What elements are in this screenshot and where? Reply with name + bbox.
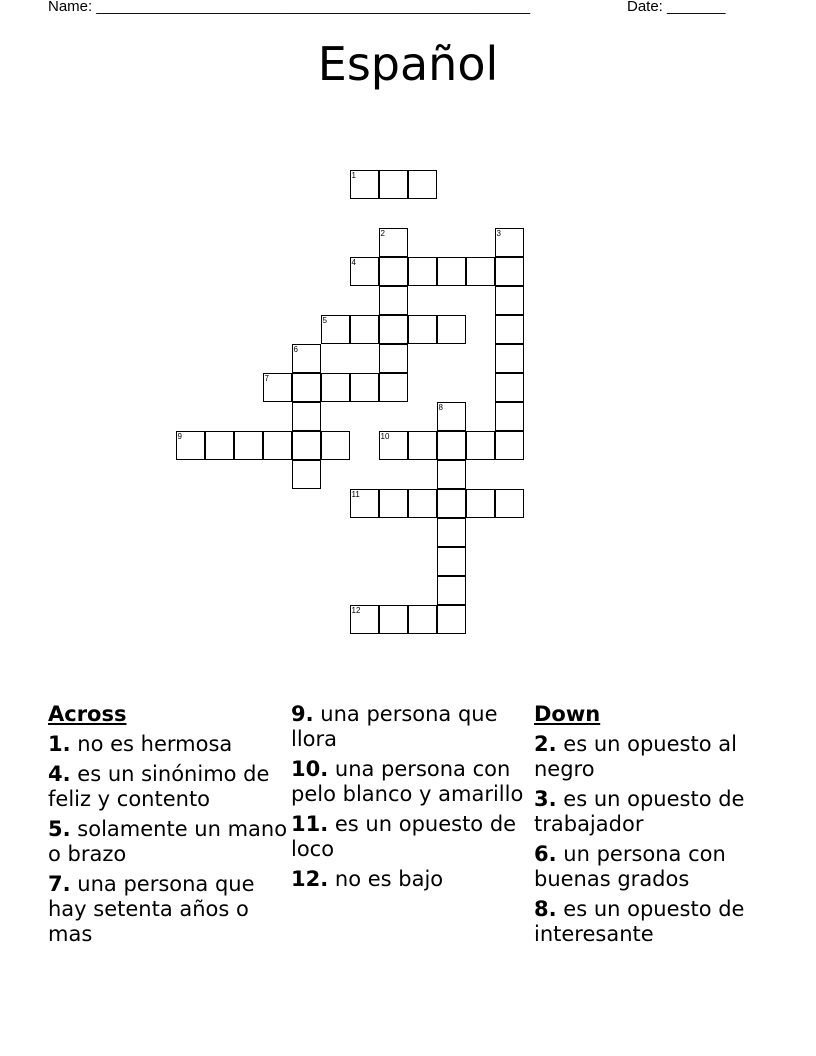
clue-text: no es bajo: [334, 867, 444, 891]
grid-cell[interactable]: [466, 431, 495, 460]
grid-cell[interactable]: [495, 344, 524, 373]
grid-cell[interactable]: [495, 315, 524, 344]
clue-number: 10.: [291, 757, 329, 781]
down-clue-8: [534, 897, 774, 947]
grid-cell[interactable]: [437, 315, 466, 344]
clue-number: 2.: [534, 732, 557, 756]
clue-number: 1.: [48, 732, 71, 756]
cell-number: 8: [438, 402, 443, 412]
grid-cell[interactable]: [292, 344, 321, 373]
grid-cell[interactable]: [495, 257, 524, 286]
clue-text: una persona que llora: [291, 702, 498, 751]
across-clue-7: [48, 872, 288, 947]
clue-text: no es hermosa: [77, 732, 233, 756]
grid-cell[interactable]: [350, 257, 379, 286]
cell-number: 2: [380, 228, 385, 238]
cell-number: 9: [177, 431, 182, 441]
cell-number: 1: [351, 170, 356, 180]
grid-cell[interactable]: [379, 431, 408, 460]
cell-number: 3: [496, 228, 501, 238]
clue-number: 6.: [534, 842, 557, 866]
grid-cell[interactable]: [437, 489, 466, 518]
grid-cell[interactable]: [292, 431, 321, 460]
grid-cell[interactable]: [292, 373, 321, 402]
clue-number: 5.: [48, 817, 71, 841]
grid-cell[interactable]: [466, 489, 495, 518]
clue-text: una persona que hay setenta años o mas: [48, 872, 255, 946]
grid-cell[interactable]: [350, 170, 379, 199]
down-heading: Down: [534, 702, 601, 726]
across-clue-12: [291, 867, 531, 892]
clue-text: es un opuesto de trabajador: [534, 787, 745, 836]
clue-number: 4.: [48, 762, 71, 786]
grid-cell[interactable]: [263, 431, 292, 460]
grid-cell[interactable]: [437, 576, 466, 605]
grid-cell[interactable]: [495, 402, 524, 431]
grid-cell[interactable]: [437, 460, 466, 489]
grid-cell[interactable]: [437, 257, 466, 286]
grid-cell[interactable]: [437, 431, 466, 460]
grid-cell[interactable]: [408, 170, 437, 199]
grid-cell[interactable]: [234, 431, 263, 460]
across-clue-10: [291, 757, 531, 807]
grid-cell[interactable]: [437, 547, 466, 576]
page-title: Español: [317, 37, 499, 91]
grid-cell[interactable]: [176, 431, 205, 460]
clue-text: solamente un mano o brazo: [48, 817, 288, 866]
clue-text: un persona con buenas grados: [534, 842, 726, 891]
clue-text: es un opuesto de interesante: [534, 897, 745, 946]
down-clue-6: [534, 842, 774, 892]
grid-cell[interactable]: [408, 315, 437, 344]
across-clue-1: [48, 732, 288, 757]
clue-text: es un opuesto de loco: [291, 812, 517, 861]
clue-column-3: [534, 702, 774, 952]
grid-cell[interactable]: [379, 605, 408, 634]
across-clue-9: [291, 702, 531, 752]
grid-cell[interactable]: [408, 489, 437, 518]
clue-number: 12.: [291, 867, 329, 891]
clue-number: 9.: [291, 702, 314, 726]
grid-cell[interactable]: [263, 373, 292, 402]
down-clue-3: [534, 787, 774, 837]
down-clue-2: [534, 732, 774, 782]
name-field-label: Name: ____________________________________________________: [48, 0, 531, 15]
grid-cell[interactable]: [495, 373, 524, 402]
grid-cell[interactable]: [466, 257, 495, 286]
grid-cell[interactable]: [408, 605, 437, 634]
grid-cell[interactable]: [495, 286, 524, 315]
grid-cell[interactable]: [408, 431, 437, 460]
grid-cell[interactable]: [292, 402, 321, 431]
grid-cell[interactable]: [495, 228, 524, 257]
grid-cell[interactable]: [350, 315, 379, 344]
grid-cell[interactable]: [292, 460, 321, 489]
grid-cell[interactable]: [205, 431, 234, 460]
grid-cell[interactable]: [379, 286, 408, 315]
grid-cell[interactable]: [437, 605, 466, 634]
cell-number: 4: [351, 257, 356, 267]
grid-cell[interactable]: [437, 518, 466, 547]
grid-cell[interactable]: [321, 373, 350, 402]
cell-number: 7: [264, 373, 269, 383]
grid-cell[interactable]: [495, 489, 524, 518]
clue-text: una persona con pelo blanco y amarillo: [291, 757, 524, 806]
across-heading: Across: [48, 702, 127, 726]
clue-number: 8.: [534, 897, 557, 921]
cell-number: 5: [322, 315, 327, 325]
clue-column-2: [291, 702, 531, 897]
across-clue-4: [48, 762, 288, 812]
grid-cell[interactable]: [437, 402, 466, 431]
grid-cell[interactable]: [379, 170, 408, 199]
grid-cell[interactable]: [321, 431, 350, 460]
clue-number: 11.: [291, 812, 329, 836]
clue-text: es un opuesto al negro: [534, 732, 737, 781]
grid-cell[interactable]: [379, 489, 408, 518]
grid-cell[interactable]: [350, 605, 379, 634]
grid-cell[interactable]: [379, 344, 408, 373]
grid-cell[interactable]: [321, 315, 350, 344]
cell-number: 11: [351, 489, 360, 499]
grid-cell[interactable]: [379, 228, 408, 257]
clue-number: 3.: [534, 787, 557, 811]
grid-cell[interactable]: [350, 373, 379, 402]
across-clue-5: [48, 817, 288, 867]
across-clue-11: [291, 812, 531, 862]
cell-number: 12: [351, 605, 361, 615]
clue-column-1: [48, 702, 288, 952]
grid-cell[interactable]: [408, 257, 437, 286]
grid-cell[interactable]: [379, 315, 408, 344]
cell-number: 10: [380, 431, 390, 441]
grid-cell[interactable]: [350, 489, 379, 518]
grid-cell[interactable]: [379, 257, 408, 286]
grid-cell[interactable]: [379, 373, 408, 402]
clue-number: 7.: [48, 872, 71, 896]
grid-cell[interactable]: [495, 431, 524, 460]
date-field-label: Date: _______: [627, 0, 726, 15]
cell-number: 6: [293, 344, 298, 354]
clue-text: es un sinónimo de feliz y contento: [48, 762, 270, 811]
